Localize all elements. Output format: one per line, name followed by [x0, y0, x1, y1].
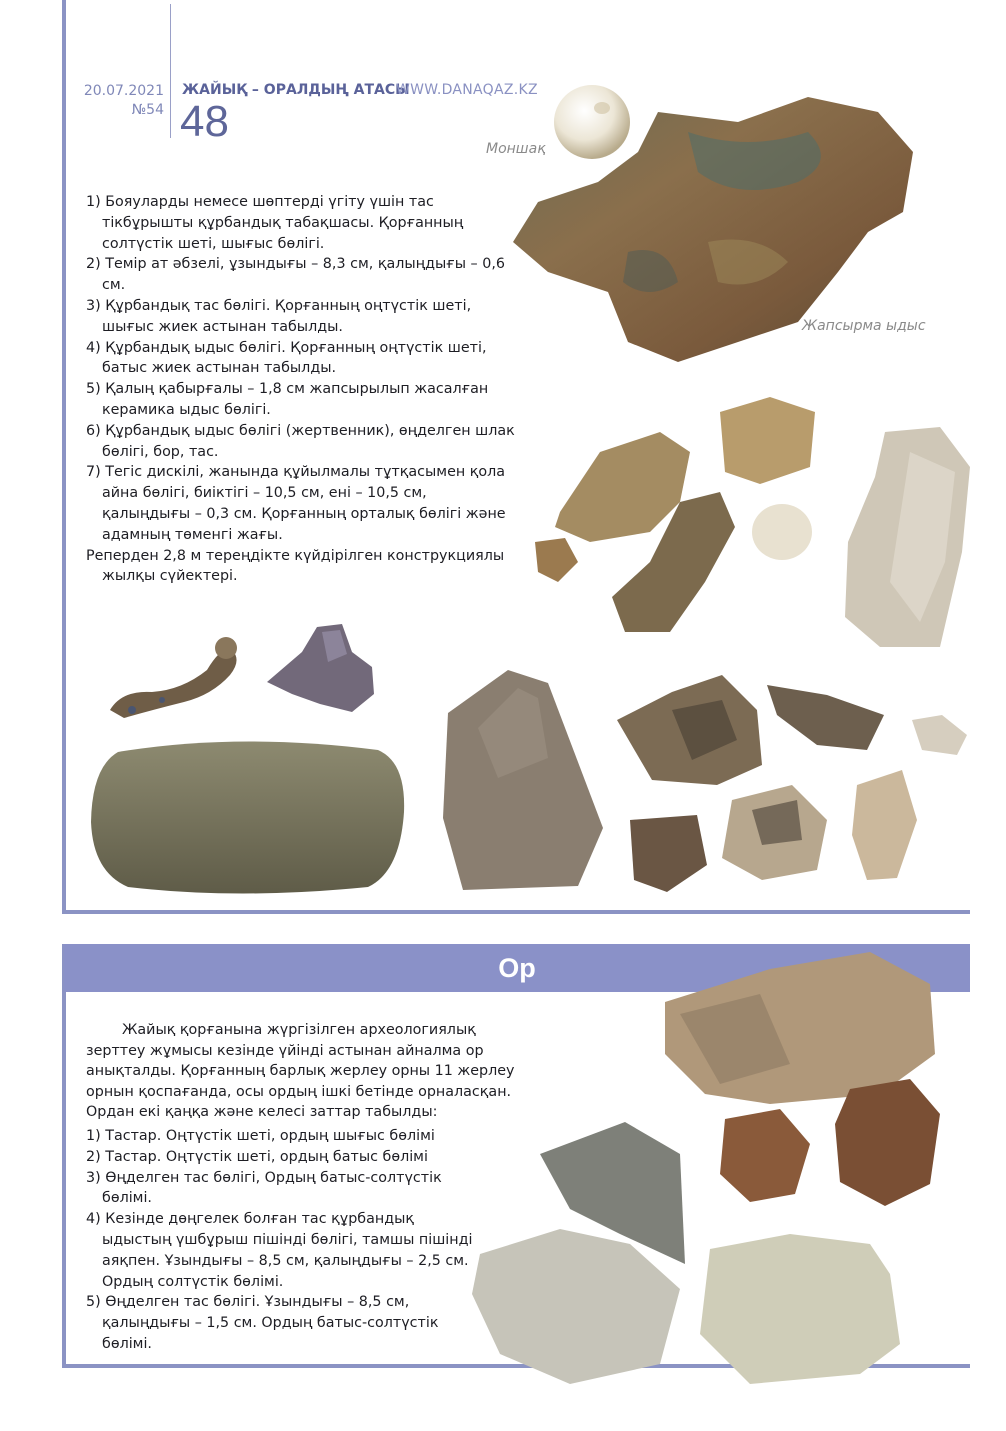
finds-list-item: 2) Темір ат әбзелі, ұзындығы – 8,3 см, қалыңдығы – 0,6 см.	[86, 256, 505, 294]
ditch-finds-list	[86, 1126, 486, 1355]
iron-harness-photo	[102, 630, 247, 722]
finds-list-item: 1) Бояуларды немесе шөптерді үгіту үшін тас тікбұрышты құрбандық табақшасы. Қорғанның солтүстік шеті, шығыс бөлігі.	[86, 194, 464, 252]
newspaper-title: ЖАЙЫҚ – ОРАЛДЫҢ АТАСЫ	[182, 82, 410, 98]
finds-list	[86, 192, 516, 587]
bead-caption: Моншақ	[486, 141, 546, 157]
top-frame-bottom-line	[62, 910, 970, 914]
finds-list-item: 5) Қалың қабырғалы – 1,8 см жапсырылып жасалған керамика ыдыс бөлігі.	[86, 381, 489, 418]
issue-date: 20.07.2021	[83, 83, 164, 99]
issue-number: №54	[131, 102, 164, 118]
finds-list-item: Реперден 2,8 м тереңдікте күйдірілген конструкциялы жылқы сүйектері.	[86, 547, 505, 585]
vessel-caption: Жапсырма ыдыс	[802, 318, 926, 334]
finds-list-item: 7) Тегіс дискілі, жанында құйылмалы тұтқасымен қола айна бөлігі, биіктігі – 10,5 см, ені – 10,5 см, қалыңдығы – 0,3 см. Қорғанның орталық бөлігі және адамның төменгі жағы.	[86, 464, 506, 543]
ditch-finds-item: 2) Тастар. Оңтүстік шеті, ордың батыс бөлімі	[86, 1148, 428, 1165]
section-intro-paragraph: Жайық қорғанына жүргізілген археологиялық зерттеу жұмысы кезінде үйінді астынан айналма ор анықталды. Қорғанның барлық жерлеу орны 11 жерлеу орнын қоспағанда, осы ордың ішкі бетінде орналасқан. Ордан екі қаңқа және келесі заттар табылды:	[86, 1022, 515, 1120]
slag-fragments-photo	[530, 392, 980, 654]
mirror-fragment-photo	[262, 622, 382, 714]
ditch-finds-item: 4) Кезінде дөңгелек болған тас құрбандық ыдыстың үшбұрыш пішінді бөлігі, тамшы пішінді аяқпен. Ұзындығы – 8,5 см, қалыңдығы – 2,5 см. Ордың солтүстік бөлімі.	[86, 1211, 473, 1290]
finds-list-item: 6) Құрбандық ыдыс бөлігі (жертвенник), өңделген шлак бөлігі, бор, тас.	[86, 422, 515, 460]
grinding-slab-photo	[88, 732, 408, 898]
page-number: 48	[180, 97, 229, 146]
ceramic-fragments-photo	[612, 670, 972, 902]
bottom-frame-left-line	[62, 944, 66, 1368]
issue-date-block	[60, 82, 164, 120]
ditch-stones-photo	[470, 944, 950, 1388]
ditch-finds-item: 1) Тастар. Оңтүстік шеті, ордың шығыс бөлімі	[86, 1128, 435, 1144]
top-frame-left-line	[62, 0, 66, 914]
ditch-finds-item: 5) Өңделген тас бөлігі. Ұзындығы – 8,5 см, қалыңдығы – 1,5 см. Ордың батыс-солтүстік бөлімі.	[86, 1294, 439, 1352]
finds-list-item: 4) Құрбандық ыдыс бөлігі. Қорғанның оңтүстік шеті, батыс жиек астынан табылды.	[86, 339, 487, 377]
header-divider	[170, 4, 171, 138]
finds-list-item: 3) Құрбандық тас бөлігі. Қорғанның оңтүстік шеті, шығыс жиек астынан табылды.	[86, 297, 472, 335]
section-title: Ор	[498, 952, 536, 983]
website-link[interactable]: WWW.DANAQAZ.KZ	[396, 82, 538, 98]
sacrificial-stone-photo	[438, 668, 606, 892]
ditch-finds-item: 3) Өңделген тас бөлігі, Ордың батыс-солтүстік бөлімі.	[86, 1169, 442, 1207]
